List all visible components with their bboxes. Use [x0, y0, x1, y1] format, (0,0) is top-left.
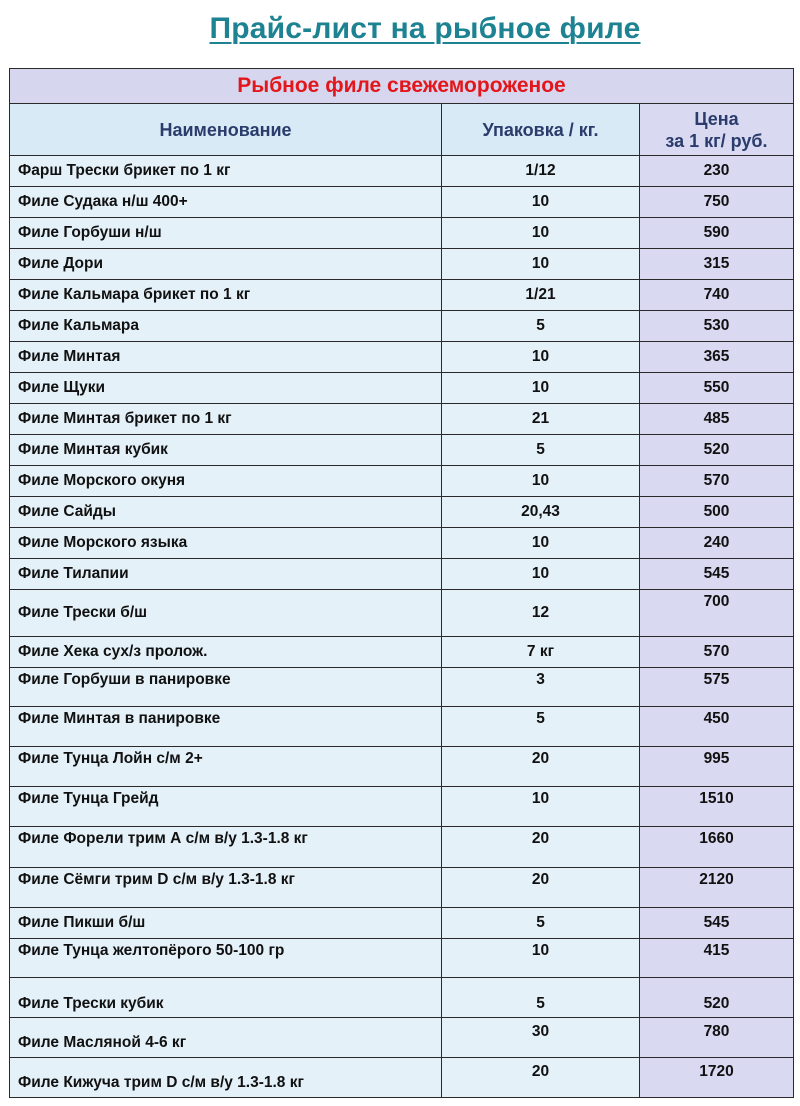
- cell-price: 520: [640, 978, 794, 1018]
- table-row: [10, 747, 794, 787]
- table-row: [10, 497, 794, 528]
- cell-pack: 20: [442, 827, 640, 868]
- column-header-price-line1: Цена: [694, 108, 739, 129]
- cell-price: 485: [640, 404, 794, 435]
- cell-name: Филе Пикши б/ш: [10, 908, 442, 939]
- cell-name: Филе Трески кубик: [10, 978, 442, 1018]
- cell-pack: 20,43: [442, 497, 640, 528]
- cell-name: Филе Морского языка: [10, 528, 442, 559]
- table-row: [10, 827, 794, 868]
- cell-name: Филе Трески б/ш: [10, 590, 442, 637]
- table-row: [10, 1018, 794, 1058]
- table-row: [10, 978, 794, 1018]
- price-table: [9, 68, 794, 1098]
- cell-pack: 10: [442, 342, 640, 373]
- cell-pack: 21: [442, 404, 640, 435]
- cell-pack: 1/12: [442, 156, 640, 187]
- table-row: [10, 939, 794, 978]
- cell-name: Филе Сёмги трим D с/м в/у 1.3-1.8 кг: [10, 868, 442, 908]
- table-row: [10, 868, 794, 908]
- cell-name: Филе Тунца Лойн с/м 2+: [10, 747, 442, 787]
- cell-pack: 10: [442, 787, 640, 827]
- table-row: [10, 342, 794, 373]
- section-title: Рыбное филе свежемороженое: [10, 69, 794, 104]
- cell-name: Филе Минтая брикет по 1 кг: [10, 404, 442, 435]
- cell-pack: 1/21: [442, 280, 640, 311]
- cell-price: 740: [640, 280, 794, 311]
- cell-pack: 7 кг: [442, 637, 640, 668]
- cell-name: Филе Хека сух/з пролож.: [10, 637, 442, 668]
- column-header-name: Наименование: [10, 104, 442, 156]
- cell-name: Филе Тунца Грейд: [10, 787, 442, 827]
- cell-name: Филе Тилапии: [10, 559, 442, 590]
- cell-pack: 10: [442, 466, 640, 497]
- cell-price: 315: [640, 249, 794, 280]
- cell-price: 450: [640, 707, 794, 747]
- table-row: [10, 787, 794, 827]
- column-header-price-line2: за 1 кг/ руб.: [665, 130, 768, 151]
- cell-name: Филе Щуки: [10, 373, 442, 404]
- cell-name: Филе Минтая в панировке: [10, 707, 442, 747]
- cell-pack: 5: [442, 707, 640, 747]
- cell-price: 550: [640, 373, 794, 404]
- cell-pack: 20: [442, 868, 640, 908]
- cell-price: 230: [640, 156, 794, 187]
- cell-price: 500: [640, 497, 794, 528]
- cell-price: 995: [640, 747, 794, 787]
- cell-price: 1510: [640, 787, 794, 827]
- cell-pack: 10: [442, 187, 640, 218]
- table-row: [10, 404, 794, 435]
- table-row: [10, 466, 794, 497]
- cell-price: 570: [640, 637, 794, 668]
- table-row: [10, 637, 794, 668]
- cell-price: 545: [640, 908, 794, 939]
- cell-price: 545: [640, 559, 794, 590]
- cell-pack: 20: [442, 1058, 640, 1098]
- cell-name: Филе Дори: [10, 249, 442, 280]
- cell-pack: 10: [442, 218, 640, 249]
- cell-price: 520: [640, 435, 794, 466]
- cell-pack: 5: [442, 978, 640, 1018]
- cell-price: 570: [640, 466, 794, 497]
- cell-name: Фарш Трески брикет по 1 кг: [10, 156, 442, 187]
- cell-name: Филе Кижуча трим D с/м в/у 1.3-1.8 кг: [10, 1058, 442, 1098]
- table-row: [10, 668, 794, 707]
- cell-price: 700: [640, 590, 794, 637]
- cell-name: Филе Тунца желтопёрого 50-100 гр: [10, 939, 442, 978]
- cell-price: 415: [640, 939, 794, 978]
- cell-price: 780: [640, 1018, 794, 1058]
- cell-pack: 10: [442, 528, 640, 559]
- cell-pack: 5: [442, 311, 640, 342]
- cell-pack: 10: [442, 249, 640, 280]
- section-header-row: [10, 69, 794, 104]
- table-row: [10, 559, 794, 590]
- table-row: [10, 908, 794, 939]
- cell-name: Филе Кальмара: [10, 311, 442, 342]
- cell-name: Филе Масляной 4-6 кг: [10, 1018, 442, 1058]
- cell-name: Филе Судака н/ш 400+: [10, 187, 442, 218]
- table-row: [10, 707, 794, 747]
- cell-pack: 20: [442, 747, 640, 787]
- cell-price: 1660: [640, 827, 794, 868]
- cell-price: 750: [640, 187, 794, 218]
- table-row: [10, 373, 794, 404]
- column-header-pack: Упаковка / кг.: [442, 104, 640, 156]
- cell-price: 365: [640, 342, 794, 373]
- page-title: Прайс-лист на рыбное филе: [209, 12, 641, 45]
- cell-price: 240: [640, 528, 794, 559]
- cell-pack: 30: [442, 1018, 640, 1058]
- cell-pack: 5: [442, 908, 640, 939]
- cell-name: Филе Минтая: [10, 342, 442, 373]
- table-row: [10, 311, 794, 342]
- table-row: [10, 1058, 794, 1098]
- cell-name: Филе Горбуши н/ш: [10, 218, 442, 249]
- cell-pack: 5: [442, 435, 640, 466]
- cell-name: Филе Морского окуня: [10, 466, 442, 497]
- column-header-row: [10, 104, 794, 156]
- cell-pack: 10: [442, 939, 640, 978]
- cell-price: 530: [640, 311, 794, 342]
- cell-price: 575: [640, 668, 794, 707]
- cell-name: Филе Горбуши в панировке: [10, 668, 442, 707]
- table-row: [10, 187, 794, 218]
- table-row: [10, 528, 794, 559]
- table-row: [10, 218, 794, 249]
- table-row: [10, 435, 794, 466]
- cell-pack: 10: [442, 373, 640, 404]
- cell-name: Филе Кальмара брикет по 1 кг: [10, 280, 442, 311]
- table-row: [10, 156, 794, 187]
- cell-pack: 3: [442, 668, 640, 707]
- cell-price: 1720: [640, 1058, 794, 1098]
- cell-price: 2120: [640, 868, 794, 908]
- table-row: [10, 590, 794, 637]
- table-row: [10, 280, 794, 311]
- cell-name: Филе Минтая кубик: [10, 435, 442, 466]
- column-header-price: [640, 104, 794, 156]
- cell-price: 590: [640, 218, 794, 249]
- cell-name: Филе Сайды: [10, 497, 442, 528]
- cell-name: Филе Форели трим А с/м в/у 1.3-1.8 кг: [10, 827, 442, 868]
- cell-pack: 10: [442, 559, 640, 590]
- table-row: [10, 249, 794, 280]
- cell-pack: 12: [442, 590, 640, 637]
